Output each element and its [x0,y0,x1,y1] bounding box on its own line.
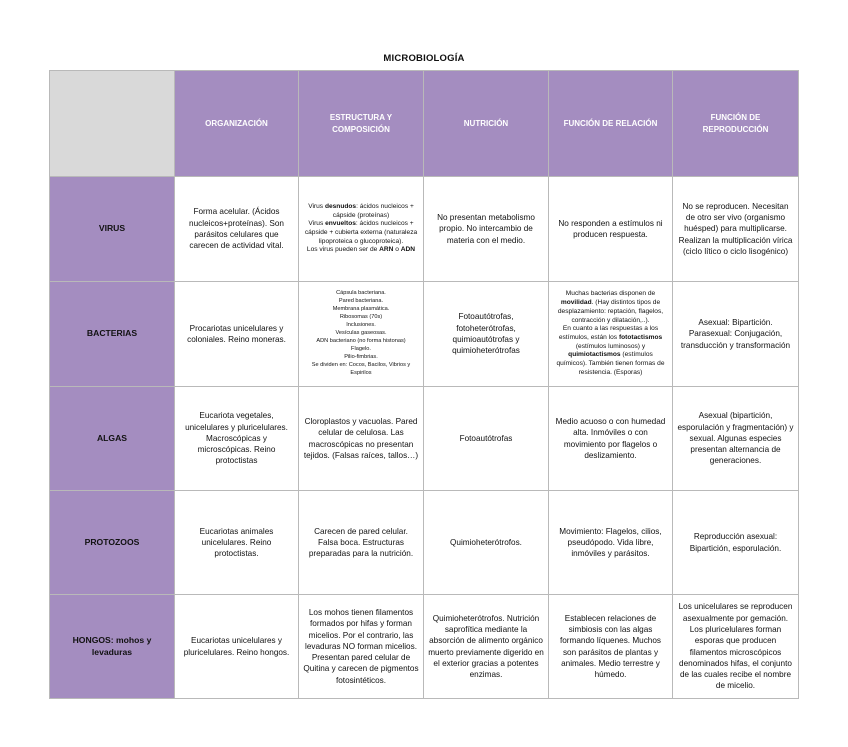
row-header-algas: ALGAS [50,387,175,491]
cell-relacion: Establecen relaciones de simbiosis con las algas formando líquenes. Muchos son parásitos de plantas y animales. Medio terrestre y húmedo. [549,595,673,699]
document-title: MICROBIOLOGÍA [383,53,465,64]
reproduccion-line: Asexual: Bipartición. [698,318,773,328]
cell-estructura: Cloroplastos y vacuolas. Pared celular de celulosa. Las macroscópicas no presentan tejidos. (Falsas raíces, tallos…) [299,387,424,491]
cell-estructura [299,177,424,282]
column-header-reproduccion: FUNCIÓN DE REPRODUCCIÓN [673,71,799,177]
cell-organizacion: Procariotas unicelulares y coloniales. Reino moneras. [175,282,299,387]
cell-nutricion: Quimioheterótrofos. Nutrición saprofítica mediante la absorción de alimento orgánico muerto previamente digerido en el exterior gracias a potentes enzimas. [424,595,549,699]
cell-nutricion: Quimioheterótrofos. [424,491,549,595]
estructura-line: ADN bacteriano (no forma histonas) [316,337,406,344]
cell-relacion: Movimiento: Flagelos, cilios, pseudópodo. Vida libre, inmóviles y parásitos. [549,491,673,595]
cell-organizacion: Eucariota vegetales, unicelulares y pluricelulares. Macroscópicas y microscópicas. Reino protoctistas [175,387,299,491]
table-row [50,177,799,282]
estructura-line: Virus desnudos: ácidos nucleicos + cápside (proteínas) [308,202,414,219]
cell-reproduccion: Reproducción asexual: Bipartición, esporulación. [673,491,799,595]
table-row [50,282,799,387]
corner-cell [50,71,175,177]
column-header-relacion: FUNCIÓN DE RELACIÓN [549,71,673,177]
estructura-line: Pared bacteriana. [338,298,384,305]
cell-nutricion: No presentan metabolismo propio. No intercambio de materia con el medio. [424,177,549,282]
cell-reproduccion: Los unicelulares se reproducen asexualmente por gemación. Los pluricelulares forman esporas que producen filamentos microscópicos denominados hifas, el conjunto de las cuales recibe el nombre de micelio. [673,595,799,699]
column-header-estructura: ESTRUCTURA Y COMPOSICIÓN [299,71,424,177]
estructura-line: Virus envueltos: ácidos nucleicos + cápside + cubierta externa (naturaleza lipoproteica o glucoproteica). [304,220,418,245]
microbiology-table [49,70,799,699]
header-row [50,71,799,177]
cell-reproduccion [673,282,799,387]
estructura-line: Membrana plasmática. [332,306,390,313]
estructura-line: Pilio-fimbrias. [344,353,378,360]
cell-estructura: Carecen de pared celular. Falsa boca. Estructuras preparadas para la nutrición. [299,491,424,595]
row-header-virus: VIRUS [50,177,175,282]
cell-relacion: Medio acuoso o con humedad alta. Inmóviles o con movimiento por flagelos o deslizamiento. [549,387,673,491]
column-header-organizacion: ORGANIZACIÓN [175,71,299,177]
table-row [50,387,799,491]
estructura-line: Flagelo. [351,345,371,352]
cell-nutricion: Fotoautótrofas, fotoheterótrofas, quimioautótrofas y quimioheterótrofas [424,282,549,387]
column-header-nutricion: NUTRICIÓN [424,71,549,177]
relacion-para: Muchas bacterias disponen de movilidad. (Hay distintos tipos de desplazamiento: reptación, flagelos, contracción y dilatación,..). [557,290,664,324]
row-header-protozoos: PROTOZOOS [50,491,175,595]
cell-estructura [299,282,424,387]
estructura-line: Ribosomas (70s) [339,314,383,321]
cell-reproduccion: No se reproducen. Necesitan de otro ser vivo (organismo huésped) para multiplicarse. Realizan la multiplicación vírica (ciclo lítico o ciclo lisogénico) [673,177,799,282]
cell-reproduccion: Asexual (bipartición, esporulación y fragmentación) y sexual. Algunas especies presentan alternancia de generaciones. [673,387,799,491]
reproduccion-line: Parasexual: Conjugación, transducción y transformación [680,329,791,350]
estructura-line: Cápsula bacteriana. [336,290,386,297]
cell-organizacion: Eucariotas animales unicelulares. Reino protoctistas. [175,491,299,595]
cell-nutricion: Fotoautótrofas [424,387,549,491]
row-header-bacterias: BACTERIAS [50,282,175,387]
estructura-line: Vesículas gaseosas. [335,330,387,337]
relacion-para: En cuanto a las respuestas a los estímulos, están los fototactismos (estímulos luminosos) y quimiotactismos (estímulos químicos). También tienen formas de resistencia. (Esporas) [556,325,665,376]
cell-organizacion: Forma acelular. (Ácidos nucleicos+proteínas). Son parásitos celulares que carecen de actividad vital. [175,177,299,282]
cell-relacion: No responden a estímulos ni producen respuesta. [549,177,673,282]
table-row [50,491,799,595]
estructura-line: Se dividen en: Cocos, Bacilos, Vibrios y Espirilos [311,361,411,376]
estructura-line: Los virus pueden ser de ARN o ADN [306,246,416,254]
cell-estructura: Los mohos tienen filamentos formados por hifas y forman micelios. Por el contrario, las levaduras NO forman micelios. Presentan pared celular de Quitina y carecen de pigmentos fotosintéticos. [299,595,424,699]
row-header-hongos: HONGOS: mohos y levaduras [50,595,175,699]
table-row [50,595,799,699]
estructura-line: Inclusiones. [346,322,376,329]
cell-relacion [549,282,673,387]
cell-organizacion: Eucariotas unicelulares y pluricelulares. Reino hongos. [175,595,299,699]
